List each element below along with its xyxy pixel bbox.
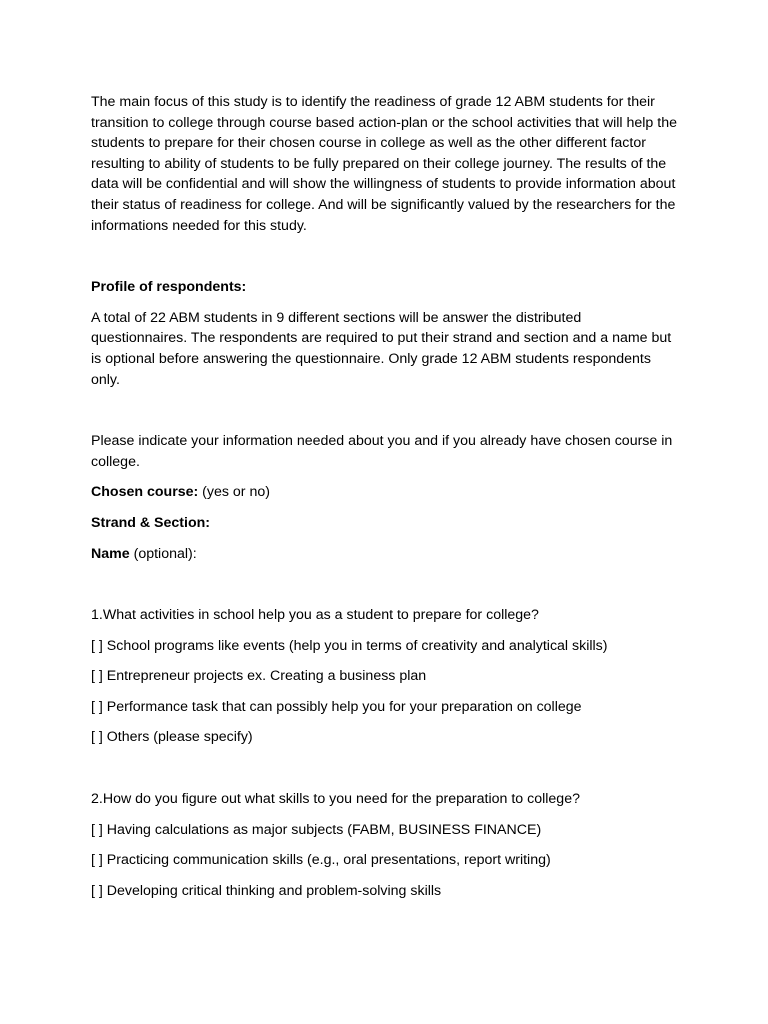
q2-option-3: [ ] Developing critical thinking and problem-solving skills [91,882,442,899]
q2-option-1: [ ] Having calculations as major subjects (FABM, BUSINESS FINANCE) [91,821,542,838]
strand-section-label: Strand & Section: [91,514,211,531]
chosen-course-hint: (yes or no) [198,484,270,501]
document-body [91,92,681,911]
q1-option-4: [ ] Others (please specify) [91,729,253,746]
chosen-course-field [91,482,681,503]
profile-paragraph: A total of 22 ABM students in 9 different sections will be answer the distributed questionnaires. The respondents are required to put their strand and section and a name but is optional before answering the questionnaire. Only grade 12 ABM students respondents only. [91,309,672,388]
strand-section-field [91,513,681,534]
q1-option-2: [ ] Entrepreneur projects ex. Creating a business plan [91,668,427,685]
q2-option-2: [ ] Practicing communication skills (e.g., oral presentations, report writing) [91,852,551,869]
intro-paragraph: The main focus of this study is to identify the readiness of grade 12 ABM students for their transition to college through course based action-plan or the school activities that will help the students to prepare for their chosen course in college as well as the other different factor resulting to ability of students to be fully prepared on their college journey. The results of the data will be confidential and will show the willingness of students to provide information about their status of readiness for college. And will be significantly valued by the researchers for the informations needed for this study. [91,94,677,234]
q1-option-1: [ ] School programs like events (help you in terms of creativity and analytical skills) [91,637,608,654]
name-field [91,544,681,565]
name-label: Name [91,545,130,562]
question-2: 2.How do you figure out what skills to you need for the preparation to college? [91,791,580,808]
q1-option-3: [ ] Performance task that can possibly help you for your preparation on college [91,698,582,715]
profile-heading: Profile of respondents: [91,279,247,296]
name-hint: (optional): [129,545,197,562]
chosen-course-label: Chosen course: [91,484,199,501]
instruction-paragraph: Please indicate your information needed about you and if you already have chosen course in college. [91,433,673,470]
question-1: 1.What activities in school help you as a student to prepare for college? [91,607,539,624]
